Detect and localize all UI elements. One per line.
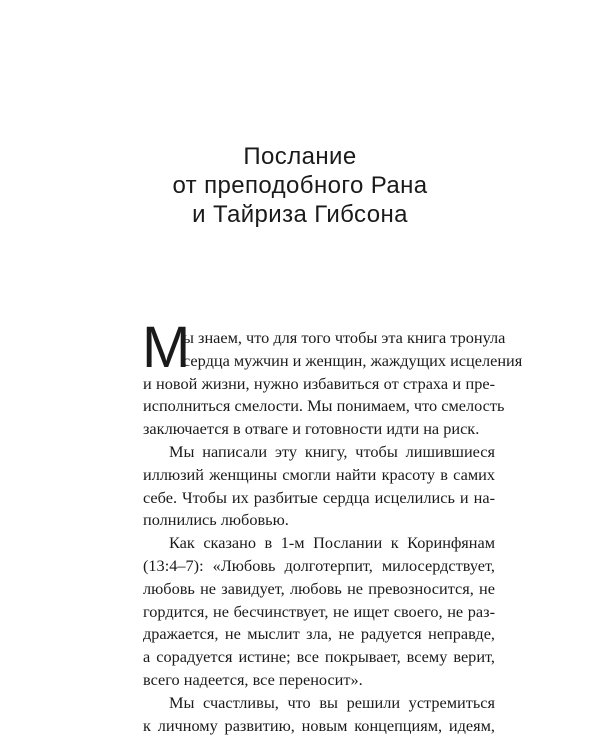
body-text [142, 315, 523, 737]
text-line: к личному развитию, новым концепциям, идеям, [143, 715, 495, 735]
chapter-title [0, 142, 600, 229]
drop-cap: М [142, 315, 191, 380]
text-line: а сорадуется истине; все покрывает, всему верит, [143, 647, 495, 667]
text-line: исполниться смелости. Мы понимаем, что смелость [143, 396, 505, 416]
text-line: Как сказано в 1-м Послании к Коринфянам [169, 533, 495, 553]
text-line: гордится, не бесчинствует, не ищет своего, не раз- [143, 601, 495, 621]
text-line: всего надеется, все переносит». [143, 669, 363, 689]
text-line: сердца мужчин и женщин, жаждущих исцеления [183, 350, 523, 370]
text-line: иллюзий женщины смогли найти красоту в самих [143, 464, 495, 484]
text-line: (13:4–7): «Любовь долготерпит, милосердствует, [143, 555, 495, 575]
text-line: полнились любовью. [143, 510, 289, 530]
title-line: от преподобного Рана [172, 172, 428, 199]
text-line: дражается, не мыслит зла, не радуется неправде, [143, 624, 495, 644]
text-line: любовь не завидует, любовь не превозносится, не [143, 578, 495, 598]
text-line: ы знаем, что для того чтобы эта книга тронула [183, 328, 506, 347]
text-line: и новой жизни, нужно избавиться от страха и пре- [143, 373, 495, 393]
title-line: Послание [243, 143, 357, 170]
text-line: Мы счастливы, что вы решили устремиться [169, 692, 495, 712]
text-line: Мы написали эту книгу, чтобы лишившиеся [169, 441, 495, 461]
title-line: и Тайриза Гибсона [192, 201, 408, 228]
text-line: себе. Чтобы их разбитые сердца исцелились и на- [143, 487, 495, 507]
text-line: заключается в отваге и готовности идти на риск. [143, 419, 480, 439]
